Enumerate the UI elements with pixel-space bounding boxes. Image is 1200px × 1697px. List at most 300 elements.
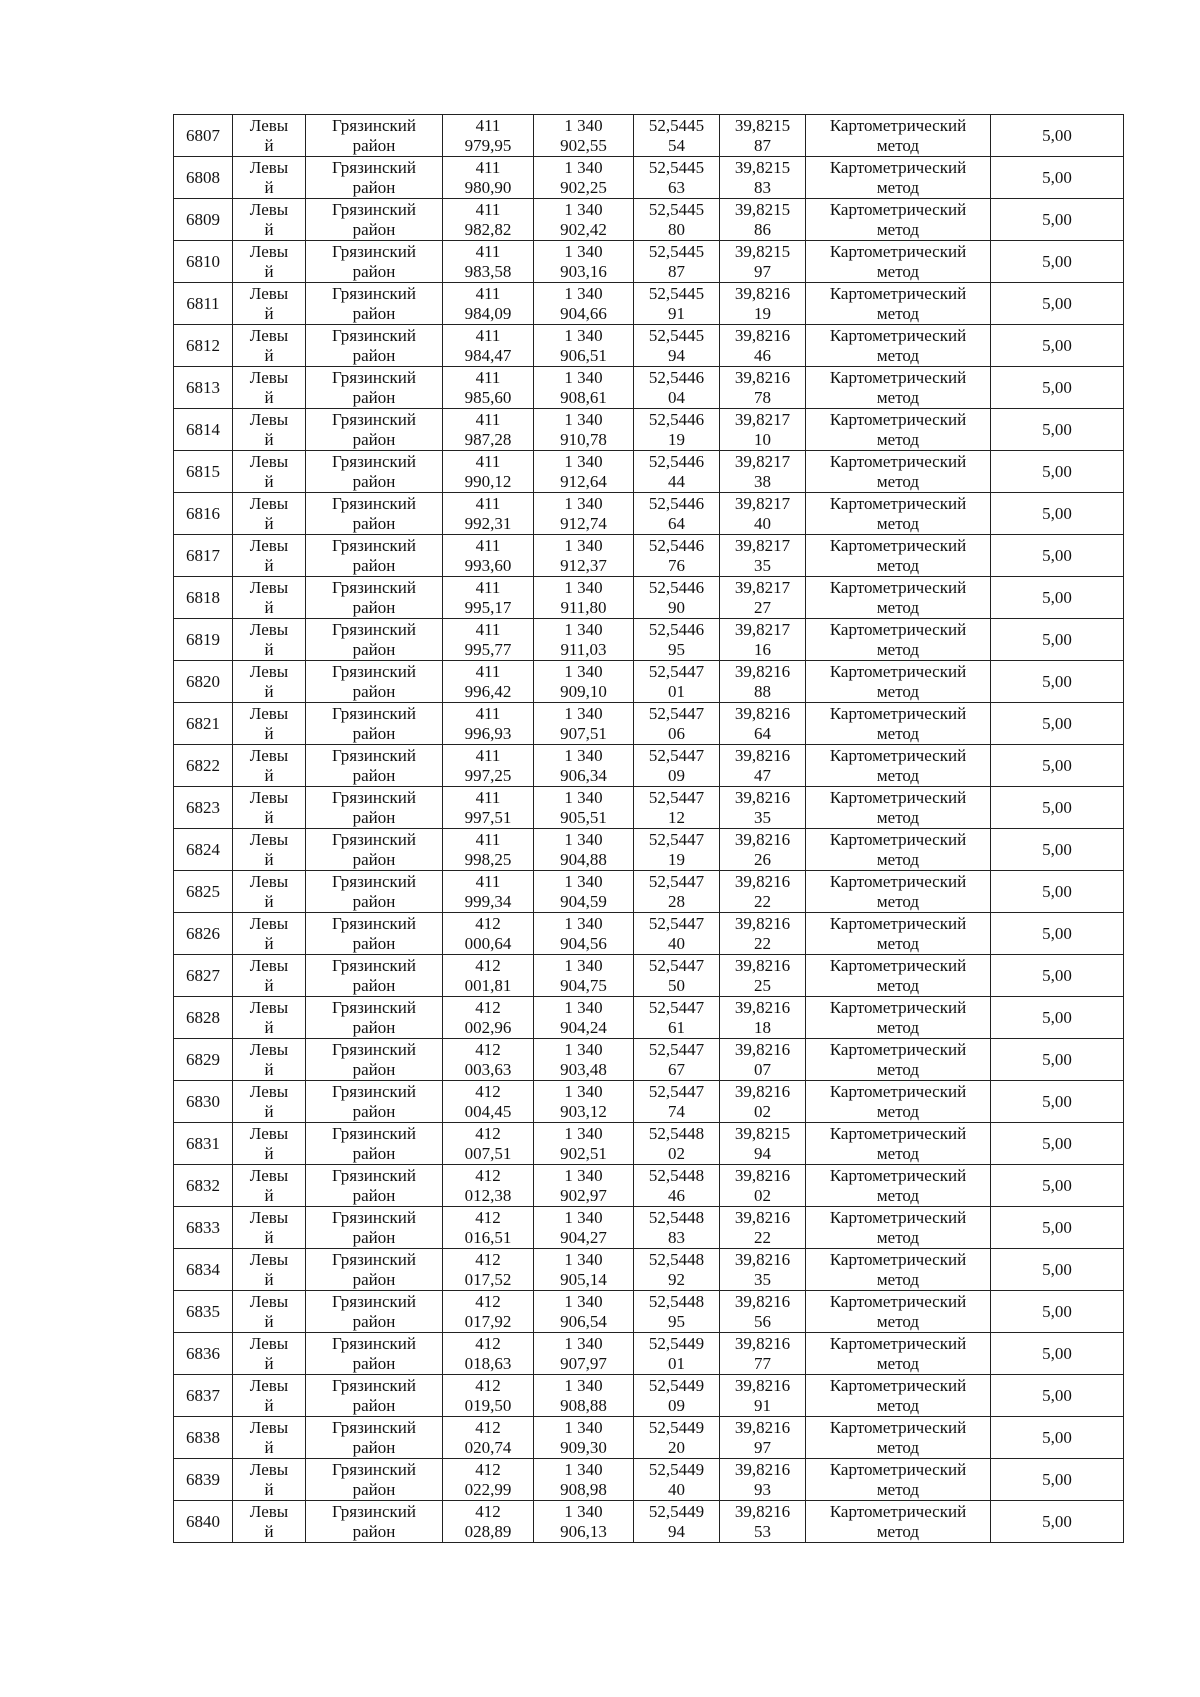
side-cell [233,283,306,325]
method-line-2: метод [876,387,920,407]
latitude-line-2: 90 [668,597,685,617]
district-line-2: район [352,1479,396,1499]
latitude-line-2: 94 [668,345,685,365]
x-coordinate-line-2: 996,42 [464,681,512,701]
longitude-cell [720,703,806,745]
x-coordinate-line-2: 985,60 [464,387,512,407]
method-line-2: метод [876,1521,920,1541]
district-cell [306,493,443,535]
y-coordinate-line-2: 908,98 [560,1479,607,1499]
side-line-1: Левы [249,325,289,345]
district-line-1: Грязинский [332,1039,416,1059]
y-coordinate-line-1: 1 340 [564,451,603,471]
district-line-2: район [352,471,396,491]
side-line-1: Левы [249,955,289,975]
latitude-line-1: 52,5447 [648,703,705,723]
side-line-2: й [264,513,274,533]
method-line-2: метод [876,975,920,995]
district-line-2: район [352,513,396,533]
side-line-1: Левы [249,1501,289,1521]
x-coordinate-cell [443,157,534,199]
method-line-1: Картометрический [829,703,967,723]
longitude-line-1: 39,8215 [734,115,791,135]
method-line-2: метод [876,429,920,449]
latitude-line-2: 76 [668,555,685,575]
district-line-1: Грязинский [332,871,416,891]
longitude-line-2: 87 [754,135,771,155]
method-cell [806,1249,991,1291]
y-coordinate-cell [534,871,634,913]
district-cell [306,409,443,451]
x-coordinate-line-2: 995,17 [464,597,512,617]
latitude-line-2: 09 [668,765,685,785]
method-line-2: метод [876,555,920,575]
table-row [174,199,1124,241]
latitude-line-1: 52,5447 [648,661,705,681]
y-coordinate-line-2: 905,51 [560,807,607,827]
district-cell [306,157,443,199]
accuracy-cell: 5,00 [991,871,1124,913]
district-line-1: Грязинский [332,325,416,345]
district-line-1: Грязинский [332,661,416,681]
point-number-cell: 6824 [174,829,233,871]
district-line-1: Грязинский [332,1417,416,1437]
side-line-2: й [264,177,274,197]
district-cell [306,1333,443,1375]
accuracy-cell: 5,00 [991,1039,1124,1081]
district-line-1: Грязинский [332,577,416,597]
y-coordinate-line-1: 1 340 [564,1081,603,1101]
side-line-1: Левы [249,1249,289,1269]
table-row [174,871,1124,913]
point-number-cell: 6823 [174,787,233,829]
x-coordinate-line-1: 412 [475,1081,501,1101]
y-coordinate-line-2: 909,10 [560,681,607,701]
x-coordinate-line-1: 411 [475,409,501,429]
point-number-cell: 6838 [174,1417,233,1459]
longitude-line-2: 93 [754,1479,771,1499]
table-row [174,703,1124,745]
latitude-line-2: 91 [668,303,685,323]
accuracy-cell: 5,00 [991,283,1124,325]
latitude-cell [634,199,720,241]
x-coordinate-line-2: 990,12 [464,471,512,491]
method-cell [806,787,991,829]
method-line-1: Картометрический [829,1333,967,1353]
x-coordinate-line-2: 999,34 [464,891,512,911]
x-coordinate-line-2: 992,31 [464,513,512,533]
longitude-cell [720,241,806,283]
side-cell [233,535,306,577]
longitude-cell [720,745,806,787]
x-coordinate-line-1: 412 [475,1291,501,1311]
method-line-2: метод [876,1353,920,1373]
latitude-line-1: 52,5448 [648,1207,705,1227]
latitude-line-2: 20 [668,1437,685,1457]
side-cell [233,1417,306,1459]
district-line-2: район [352,1143,396,1163]
district-cell [306,997,443,1039]
point-number-cell: 6831 [174,1123,233,1165]
method-line-1: Картометрический [829,283,967,303]
method-line-2: метод [876,639,920,659]
y-coordinate-cell [534,199,634,241]
longitude-cell [720,283,806,325]
y-coordinate-line-1: 1 340 [564,871,603,891]
table-row [174,997,1124,1039]
side-cell [233,703,306,745]
x-coordinate-line-2: 019,50 [464,1395,512,1415]
point-number-cell: 6811 [174,283,233,325]
district-line-1: Грязинский [332,115,416,135]
x-coordinate-cell [443,325,534,367]
latitude-line-1: 52,5446 [648,577,705,597]
y-coordinate-line-2: 903,12 [560,1101,607,1121]
x-coordinate-line-1: 411 [475,115,501,135]
x-coordinate-line-2: 995,77 [464,639,512,659]
side-cell [233,829,306,871]
y-coordinate-line-1: 1 340 [564,1165,603,1185]
latitude-line-2: 94 [668,1521,685,1541]
side-line-2: й [264,1269,274,1289]
side-line-2: й [264,429,274,449]
latitude-cell [634,1375,720,1417]
longitude-cell [720,493,806,535]
district-cell [306,115,443,157]
latitude-line-1: 52,5449 [648,1333,705,1353]
x-coordinate-cell [443,829,534,871]
district-cell [306,787,443,829]
side-cell [233,1207,306,1249]
y-coordinate-line-1: 1 340 [564,619,603,639]
y-coordinate-line-2: 904,56 [560,933,607,953]
point-number-cell: 6827 [174,955,233,997]
y-coordinate-cell [534,955,634,997]
table-row [174,913,1124,955]
side-line-1: Левы [249,787,289,807]
longitude-cell [720,1333,806,1375]
x-coordinate-cell [443,115,534,157]
side-line-1: Левы [249,619,289,639]
district-line-2: район [352,1185,396,1205]
x-coordinate-cell [443,1207,534,1249]
longitude-line-1: 39,8216 [734,1501,791,1521]
method-line-1: Картометрический [829,577,967,597]
side-line-1: Левы [249,829,289,849]
method-line-1: Картометрический [829,1417,967,1437]
y-coordinate-cell [534,745,634,787]
longitude-cell [720,955,806,997]
point-number-cell: 6840 [174,1501,233,1543]
side-line-1: Левы [249,1081,289,1101]
latitude-line-2: 63 [668,177,685,197]
longitude-line-1: 39,8216 [734,955,791,975]
district-line-1: Грязинский [332,829,416,849]
y-coordinate-cell [534,1039,634,1081]
accuracy-cell: 5,00 [991,1165,1124,1207]
method-cell [806,997,991,1039]
longitude-line-2: 86 [754,219,771,239]
side-line-1: Левы [249,871,289,891]
longitude-line-1: 39,8216 [734,283,791,303]
side-line-1: Левы [249,913,289,933]
x-coordinate-cell [443,577,534,619]
method-line-1: Картометрический [829,157,967,177]
y-coordinate-line-2: 904,24 [560,1017,607,1037]
district-cell [306,367,443,409]
longitude-line-1: 39,8217 [734,619,791,639]
district-line-2: район [352,1017,396,1037]
point-number-cell: 6837 [174,1375,233,1417]
side-line-1: Левы [249,241,289,261]
district-line-2: район [352,765,396,785]
longitude-cell [720,1417,806,1459]
method-line-2: метод [876,1395,920,1415]
side-line-2: й [264,1059,274,1079]
method-line-2: метод [876,303,920,323]
latitude-line-2: 01 [668,1353,685,1373]
side-line-2: й [264,1353,274,1373]
longitude-line-2: 83 [754,177,771,197]
side-line-2: й [264,723,274,743]
district-cell [306,325,443,367]
table-row [174,283,1124,325]
accuracy-cell: 5,00 [991,409,1124,451]
side-line-1: Левы [249,745,289,765]
district-line-2: район [352,933,396,953]
x-coordinate-line-1: 412 [475,1039,501,1059]
side-line-1: Левы [249,199,289,219]
x-coordinate-line-1: 411 [475,493,501,513]
y-coordinate-cell [534,1417,634,1459]
method-line-2: метод [876,1311,920,1331]
method-line-1: Картометрический [829,661,967,681]
longitude-cell [720,451,806,493]
y-coordinate-line-1: 1 340 [564,493,603,513]
longitude-cell [720,409,806,451]
x-coordinate-cell [443,955,534,997]
method-line-2: метод [876,597,920,617]
y-coordinate-cell [534,703,634,745]
point-number-cell: 6833 [174,1207,233,1249]
latitude-line-1: 52,5447 [648,997,705,1017]
longitude-line-1: 39,8215 [734,1123,791,1143]
method-line-2: метод [876,345,920,365]
method-line-2: метод [876,1101,920,1121]
y-coordinate-line-1: 1 340 [564,661,603,681]
longitude-cell [720,325,806,367]
district-cell [306,1249,443,1291]
side-cell [233,997,306,1039]
longitude-line-2: 22 [754,1227,771,1247]
x-coordinate-line-1: 411 [475,535,501,555]
y-coordinate-line-2: 903,16 [560,261,607,281]
latitude-line-2: 80 [668,219,685,239]
y-coordinate-cell [534,493,634,535]
table-row [174,493,1124,535]
method-line-1: Картометрический [829,871,967,891]
district-cell [306,241,443,283]
point-number-cell: 6834 [174,1249,233,1291]
point-number-cell: 6813 [174,367,233,409]
district-line-1: Грязинский [332,1291,416,1311]
side-line-1: Левы [249,493,289,513]
y-coordinate-cell [534,577,634,619]
x-coordinate-cell [443,1333,534,1375]
y-coordinate-line-2: 910,78 [560,429,607,449]
x-coordinate-line-2: 018,63 [464,1353,512,1373]
district-cell [306,577,443,619]
y-coordinate-cell [534,1501,634,1543]
latitude-line-1: 52,5446 [648,619,705,639]
y-coordinate-line-1: 1 340 [564,1375,603,1395]
method-cell [806,871,991,913]
side-line-2: й [264,261,274,281]
longitude-cell [720,913,806,955]
side-line-2: й [264,891,274,911]
point-number-cell: 6808 [174,157,233,199]
side-line-2: й [264,1143,274,1163]
latitude-line-1: 52,5448 [648,1291,705,1311]
accuracy-cell: 5,00 [991,1375,1124,1417]
y-coordinate-line-1: 1 340 [564,199,603,219]
district-line-2: район [352,429,396,449]
latitude-line-2: 46 [668,1185,685,1205]
side-line-2: й [264,639,274,659]
longitude-line-1: 39,8217 [734,451,791,471]
accuracy-cell: 5,00 [991,1417,1124,1459]
accuracy-cell: 5,00 [991,745,1124,787]
method-line-2: метод [876,891,920,911]
method-line-1: Картометрический [829,199,967,219]
district-cell [306,745,443,787]
latitude-line-1: 52,5447 [648,829,705,849]
method-cell [806,1333,991,1375]
longitude-cell [720,1291,806,1333]
side-line-1: Левы [249,535,289,555]
district-line-1: Грязинский [332,787,416,807]
x-coordinate-line-2: 000,64 [464,933,512,953]
x-coordinate-cell [443,493,534,535]
latitude-line-2: 01 [668,681,685,701]
point-number-cell: 6810 [174,241,233,283]
method-cell [806,1375,991,1417]
district-line-2: район [352,261,396,281]
latitude-line-1: 52,5448 [648,1123,705,1143]
table-row [174,787,1124,829]
latitude-line-2: 40 [668,1479,685,1499]
y-coordinate-cell [534,829,634,871]
district-line-2: район [352,639,396,659]
method-cell [806,1459,991,1501]
method-line-1: Картометрический [829,451,967,471]
method-line-2: метод [876,135,920,155]
latitude-cell [634,913,720,955]
latitude-line-1: 52,5447 [648,1081,705,1101]
x-coordinate-cell [443,619,534,661]
district-line-2: район [352,1521,396,1541]
district-cell [306,1081,443,1123]
district-cell [306,955,443,997]
y-coordinate-cell [534,367,634,409]
y-coordinate-cell [534,1081,634,1123]
method-cell [806,283,991,325]
latitude-cell [634,325,720,367]
side-line-2: й [264,555,274,575]
point-number-cell: 6818 [174,577,233,619]
district-line-1: Грязинский [332,745,416,765]
y-coordinate-line-2: 904,59 [560,891,607,911]
x-coordinate-line-2: 012,38 [464,1185,512,1205]
x-coordinate-line-1: 412 [475,1417,501,1437]
side-line-2: й [264,219,274,239]
longitude-line-2: 35 [754,1269,771,1289]
latitude-line-2: 19 [668,429,685,449]
latitude-line-1: 52,5448 [648,1165,705,1185]
longitude-line-2: 64 [754,723,771,743]
district-line-2: район [352,1437,396,1457]
side-line-1: Левы [249,997,289,1017]
method-line-2: метод [876,471,920,491]
y-coordinate-line-2: 905,14 [560,1269,607,1289]
latitude-cell [634,283,720,325]
latitude-line-1: 52,5445 [648,157,705,177]
latitude-line-2: 74 [668,1101,685,1121]
table-row [174,619,1124,661]
latitude-line-2: 40 [668,933,685,953]
accuracy-cell: 5,00 [991,451,1124,493]
x-coordinate-line-1: 411 [475,661,501,681]
district-line-2: район [352,303,396,323]
y-coordinate-line-2: 906,13 [560,1521,607,1541]
district-line-1: Грязинский [332,1081,416,1101]
district-line-2: район [352,975,396,995]
y-coordinate-line-1: 1 340 [564,115,603,135]
latitude-cell [634,619,720,661]
x-coordinate-line-1: 411 [475,745,501,765]
table-row [174,829,1124,871]
district-cell [306,1123,443,1165]
x-coordinate-line-2: 980,90 [464,177,512,197]
latitude-line-2: 83 [668,1227,685,1247]
x-coordinate-cell [443,451,534,493]
accuracy-cell: 5,00 [991,1333,1124,1375]
point-number-cell: 6807 [174,115,233,157]
y-coordinate-cell [534,1249,634,1291]
district-cell [306,1207,443,1249]
method-cell [806,661,991,703]
district-line-2: район [352,177,396,197]
longitude-line-1: 39,8216 [734,1291,791,1311]
method-line-1: Картометрический [829,1249,967,1269]
accuracy-cell: 5,00 [991,241,1124,283]
district-line-2: район [352,849,396,869]
district-line-1: Грязинский [332,451,416,471]
longitude-line-2: 94 [754,1143,771,1163]
latitude-line-1: 52,5446 [648,535,705,555]
latitude-cell [634,997,720,1039]
method-line-1: Картометрический [829,997,967,1017]
longitude-line-1: 39,8216 [734,1375,791,1395]
longitude-line-2: 02 [754,1185,771,1205]
x-coordinate-line-2: 996,93 [464,723,512,743]
district-line-1: Грязинский [332,409,416,429]
latitude-line-2: 04 [668,387,685,407]
latitude-line-1: 52,5445 [648,325,705,345]
table-row [174,1249,1124,1291]
x-coordinate-line-2: 028,89 [464,1521,512,1541]
longitude-line-1: 39,8216 [734,871,791,891]
